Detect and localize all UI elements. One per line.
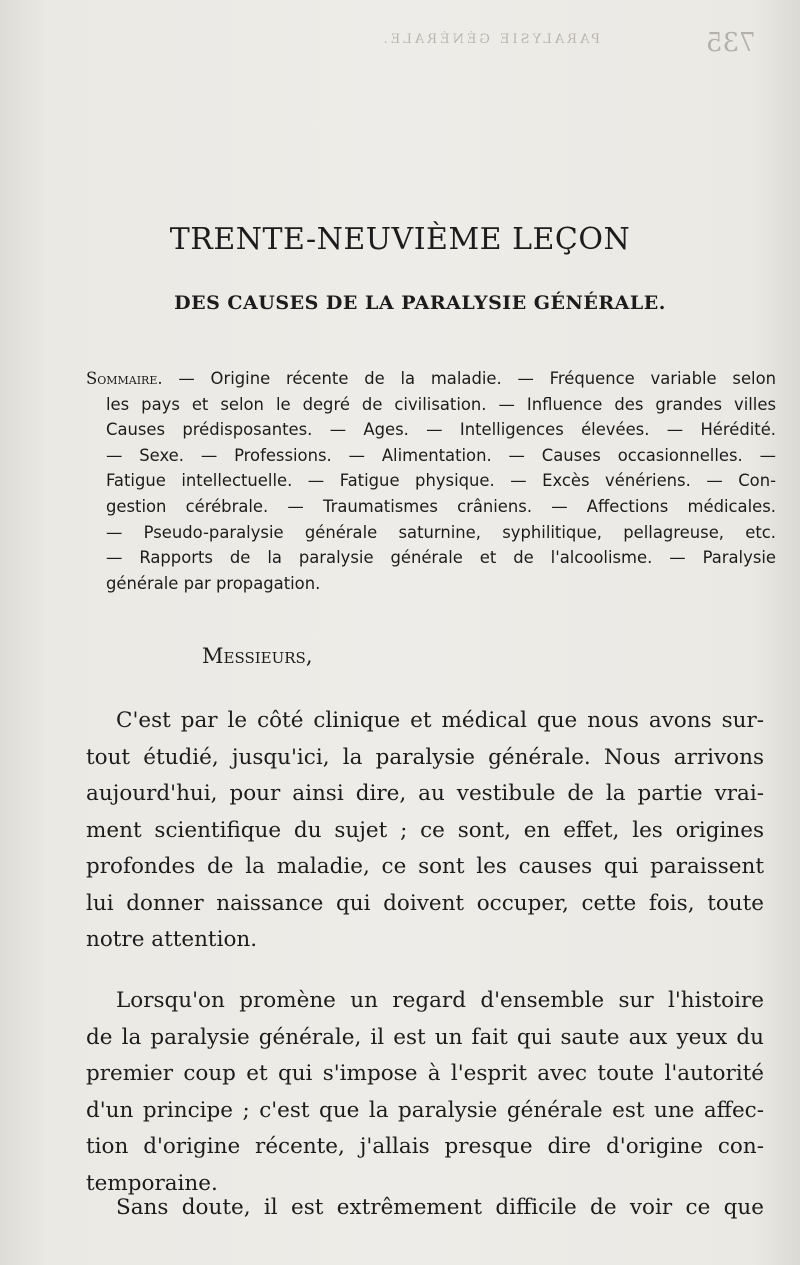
summary-line: générale par propagation.	[106, 573, 321, 593]
summary-line: Sommaire. — Origine récente de la maladie. — Fréquence variable selon	[86, 369, 776, 388]
paragraph-2	[86, 983, 764, 1202]
running-head-showthrough: PARALYSIE GÉNÉRALE.	[380, 32, 600, 47]
text-line: tout étudié, jusqu'ici, la paralysie générale. Nous arrivons	[86, 744, 764, 770]
summary-line: — Sexe. — Professions. — Alimentation. — Causes occasionnelles. —	[106, 445, 776, 465]
text-line: Sans doute, il est extrêmement difficile de voir ce que	[116, 1195, 764, 1220]
summary-line: les pays et selon le degré de civilisation. — Influence des grandes villes	[106, 394, 776, 414]
paragraph-1	[86, 703, 764, 959]
page-number-showthrough: 735	[706, 28, 756, 58]
paragraph-3	[86, 1190, 764, 1227]
summary-line: — Rapports de la paralysie générale et de l'alcoolisme. — Paralysie	[106, 548, 776, 568]
summary-label: Sommaire.	[86, 369, 163, 388]
chapter-title: TRENTE-NEUVIÈME LEÇON	[169, 222, 631, 257]
text-line: temporaine.	[86, 1170, 218, 1196]
text-line: profondes de la maladie, ce sont les causes qui paraissent	[86, 854, 764, 879]
text-line: d'un principe ; c'est que la paralysie générale est une affec-	[86, 1097, 764, 1123]
text-line: notre attention.	[86, 927, 258, 952]
text-line: Lorsqu'on promène un regard d'ensemble sur l'histoire	[116, 988, 764, 1013]
summary-line: Causes prédisposantes. — Ages. — Intelligences élevées. — Hérédité.	[106, 420, 776, 440]
chapter-subtitle: DES CAUSES DE LA PARALYSIE GÉNÉRALE.	[174, 292, 666, 314]
text-line: tion d'origine récente, j'allais presque dire d'origine con-	[86, 1134, 764, 1159]
text-line: premier coup et qui s'impose à l'esprit avec toute l'autorité	[86, 1061, 764, 1086]
text-line: aujourd'hui, pour ainsi dire, au vestibule de la partie vrai-	[86, 781, 764, 806]
text-line: lui donner naissance qui doivent occuper, cette fois, toute	[86, 890, 764, 916]
text-line: ment scientifique du sujet ; ce sont, en effet, les origines	[86, 817, 764, 843]
summary-line: — Pseudo-paralysie générale saturnine, syphilitique, pellagreuse, etc.	[106, 522, 776, 542]
text-line: de la paralysie générale, il est un fait qui saute aux yeux du	[86, 1024, 764, 1050]
summary-line: Fatigue intellectuelle. — Fatigue physique. — Excès vénériens. — Con-	[106, 471, 776, 491]
summary-block	[86, 366, 776, 596]
summary-line: gestion cérébrale. — Traumatismes crâniens. — Affections médicales.	[106, 496, 776, 516]
text-line: C'est par le côté clinique et médical que nous avons sur-	[116, 708, 764, 733]
salutation: Messieurs,	[202, 644, 313, 668]
